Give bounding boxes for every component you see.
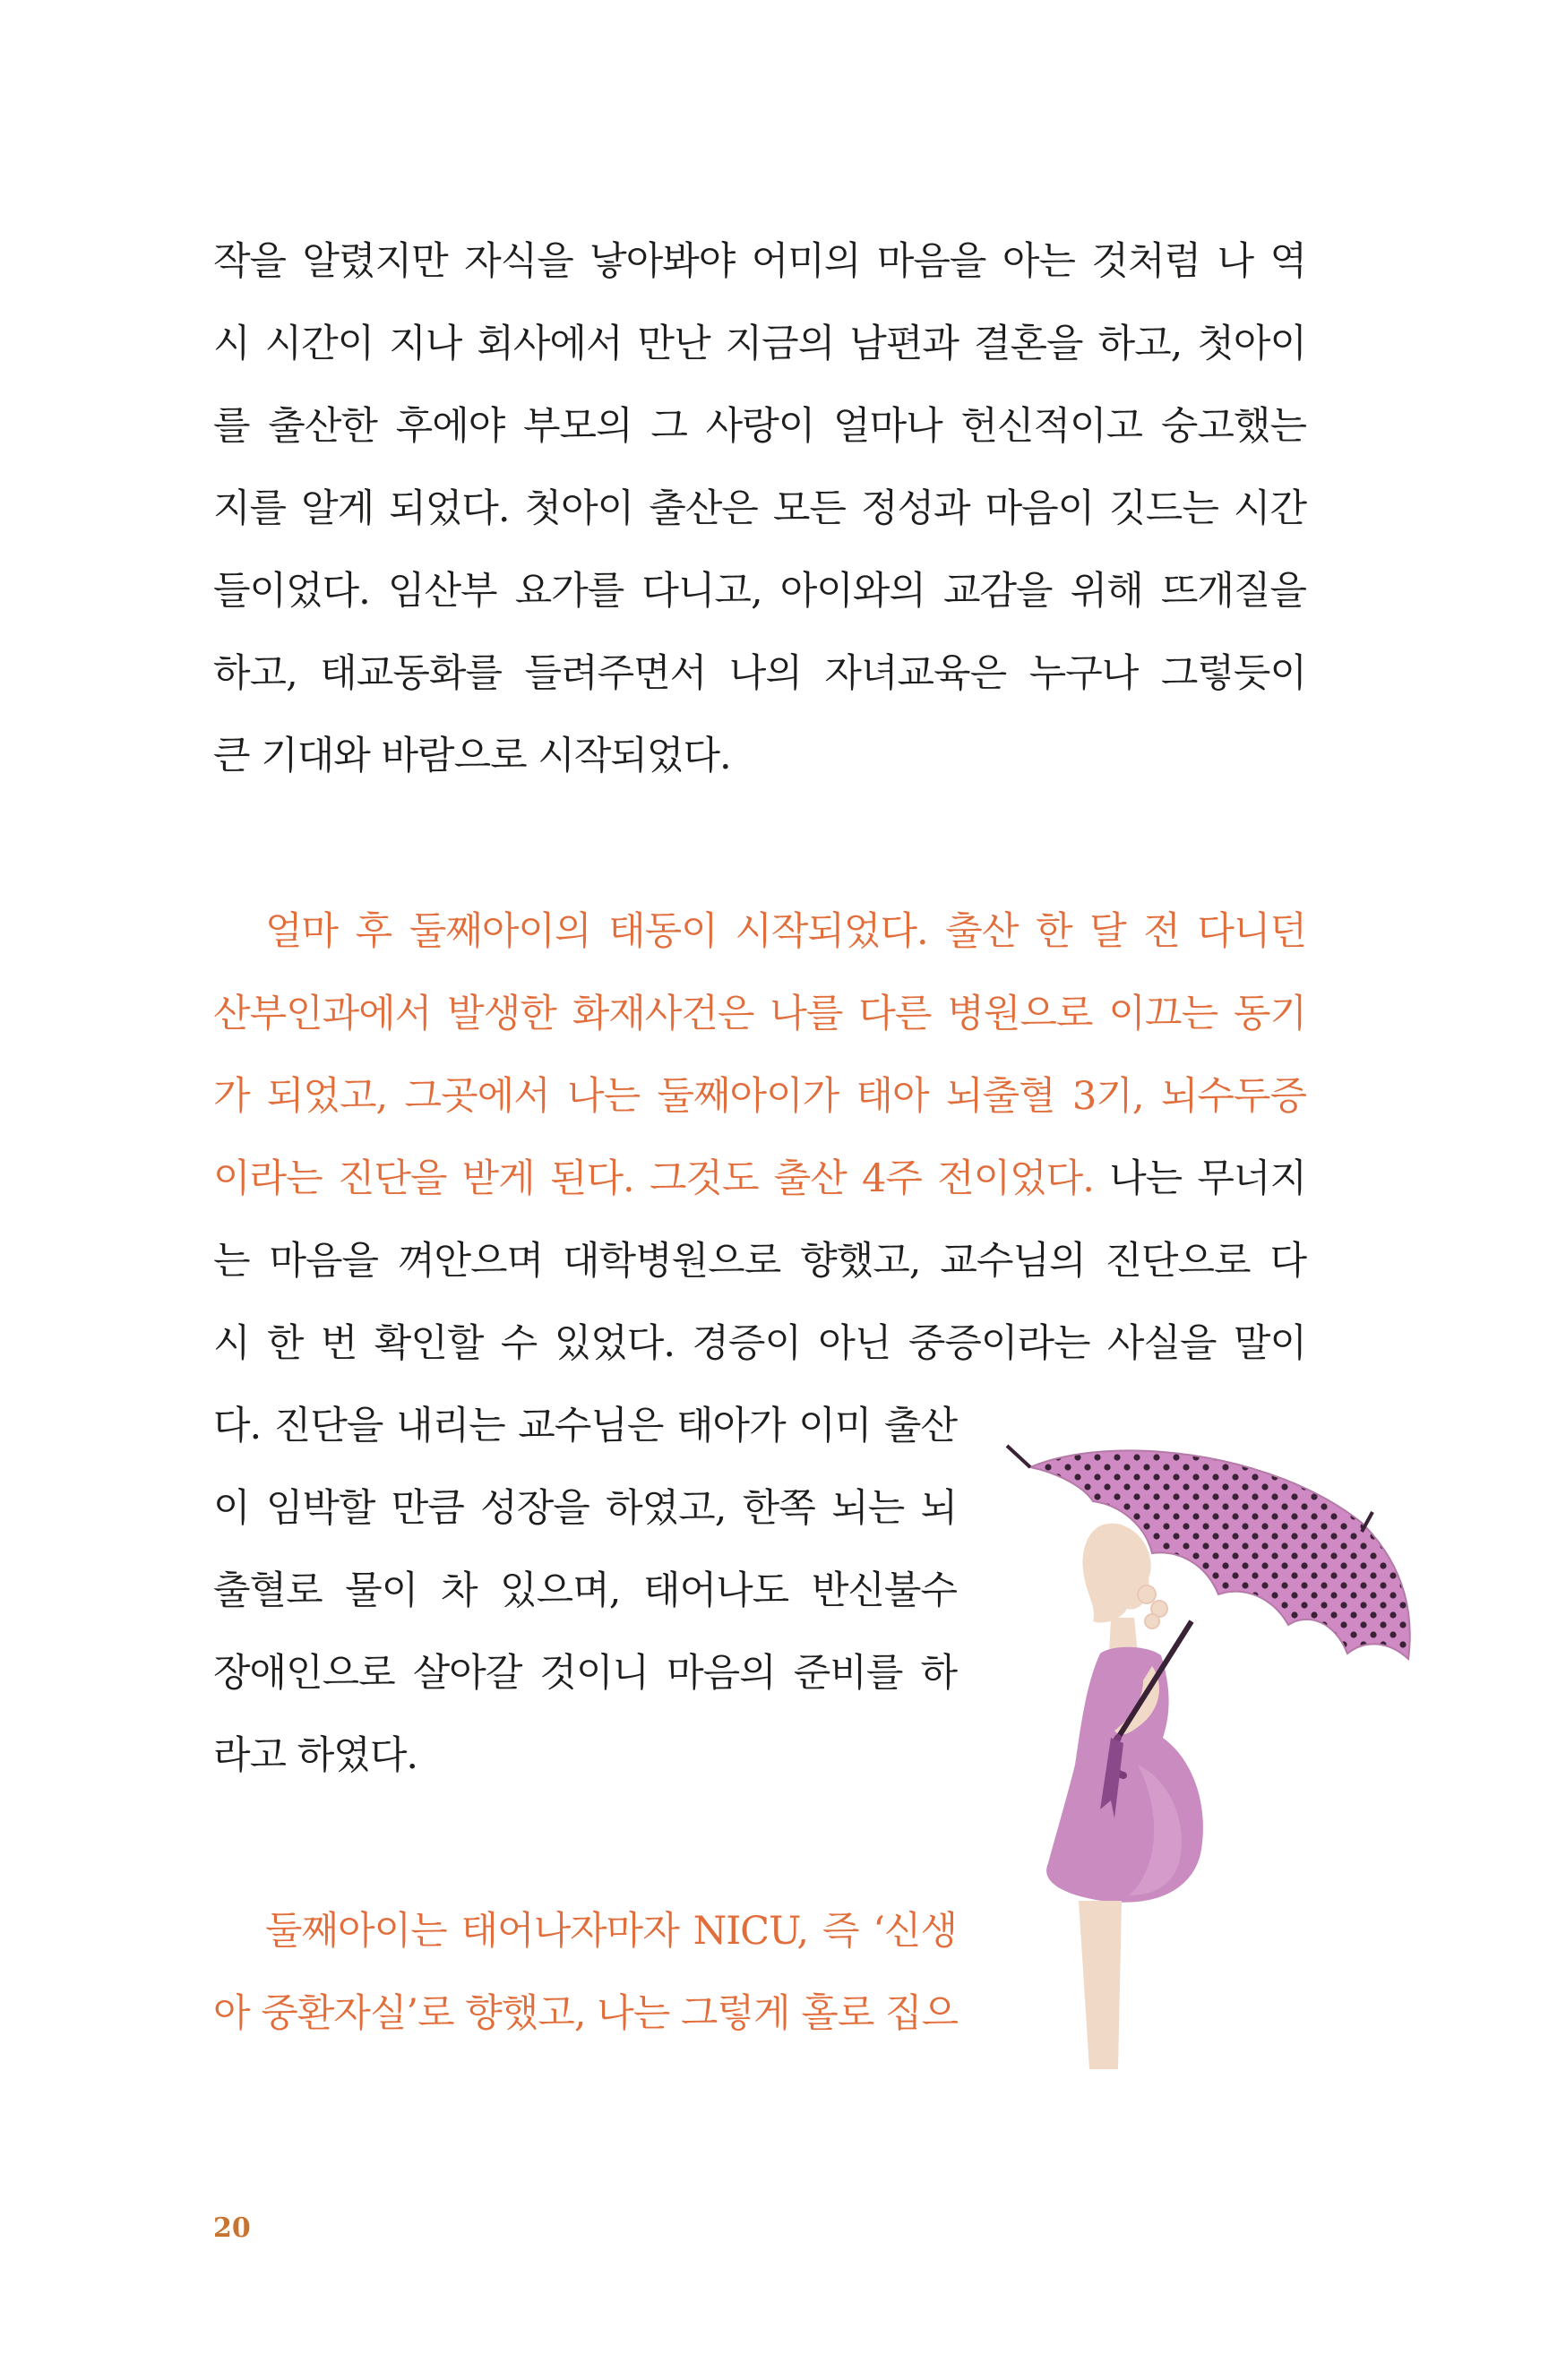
text-line-highlight: 가 되었고, 그곳에서 나는 둘째아이가 태아 뇌출혈 3기, 뇌수두증 <box>213 1074 1306 1119</box>
plain-segment: 나는 무너지 <box>1093 1156 1306 1201</box>
text-line-highlight: 둘째아이는 태어나자마자 NICU, 즉 ‘신생 <box>265 1909 957 1954</box>
pregnant-woman-umbrella-illustration <box>1003 1442 1415 2069</box>
page-number: 20 <box>213 2212 251 2244</box>
text-line-highlight: 산부인과에서 발생한 화재사건은 나를 다른 병원으로 이끄는 동기 <box>213 992 1306 1036</box>
text-line: 작을 알렸지만 자식을 낳아봐야 어미의 마음을 아는 것처럼 나 역 <box>213 239 1306 284</box>
text-line-mixed <box>213 1152 1306 1206</box>
text-line: 들이었다. 임산부 요가를 다니고, 아이와의 교감을 위해 뜨개질을 <box>213 569 1306 614</box>
text-line: 하고, 태교동화를 들려주면서 나의 자녀교육은 누구나 그렇듯이 <box>213 651 1306 696</box>
text-line: 출혈로 물이 차 있으며, 태어나도 반신불수 <box>213 1568 957 1613</box>
text-line: 장애인으로 살아갈 것이니 마음의 준비를 하 <box>213 1651 957 1696</box>
text-line: 는 마음을 껴안으며 대학병원으로 향했고, 교수님의 진단으로 다 <box>213 1239 1306 1284</box>
text-line: 를 출산한 후에야 부모의 그 사랑이 얼마나 헌신적이고 숭고했는 <box>213 404 1306 449</box>
text-line: 큰 기대와 바람으로 시작되었다. <box>213 734 731 778</box>
text-line-highlight: 얼마 후 둘째아이의 태동이 시작되었다. 출산 한 달 전 다니던 <box>265 909 1306 954</box>
text-line: 이 임박할 만큼 성장을 하였고, 한쪽 뇌는 뇌 <box>213 1486 957 1531</box>
umbrella <box>1007 1446 1410 1659</box>
highlight-segment: 이라는 진단을 받게 된다. 그것도 출산 4주 전이었다. <box>213 1156 1094 1201</box>
woman-figure <box>1046 1524 1203 2069</box>
text-line: 지를 알게 되었다. 첫아이 출산은 모든 정성과 마음이 깃드는 시간 <box>213 486 1306 531</box>
text-line: 다. 진단을 내리는 교수님은 태아가 이미 출산 <box>213 1404 957 1448</box>
text-line: 라고 하였다. <box>213 1733 418 1778</box>
text-line: 시 한 번 확인할 수 있었다. 경증이 아닌 중증이라는 사실을 말이 <box>213 1321 1306 1366</box>
text-line: 시 시간이 지나 회사에서 만난 지금의 남편과 결혼을 하고, 첫아이 <box>213 322 1306 366</box>
text-line-highlight: 아 중환자실’로 향했고, 나는 그렇게 홀로 집으 <box>213 1991 959 2036</box>
